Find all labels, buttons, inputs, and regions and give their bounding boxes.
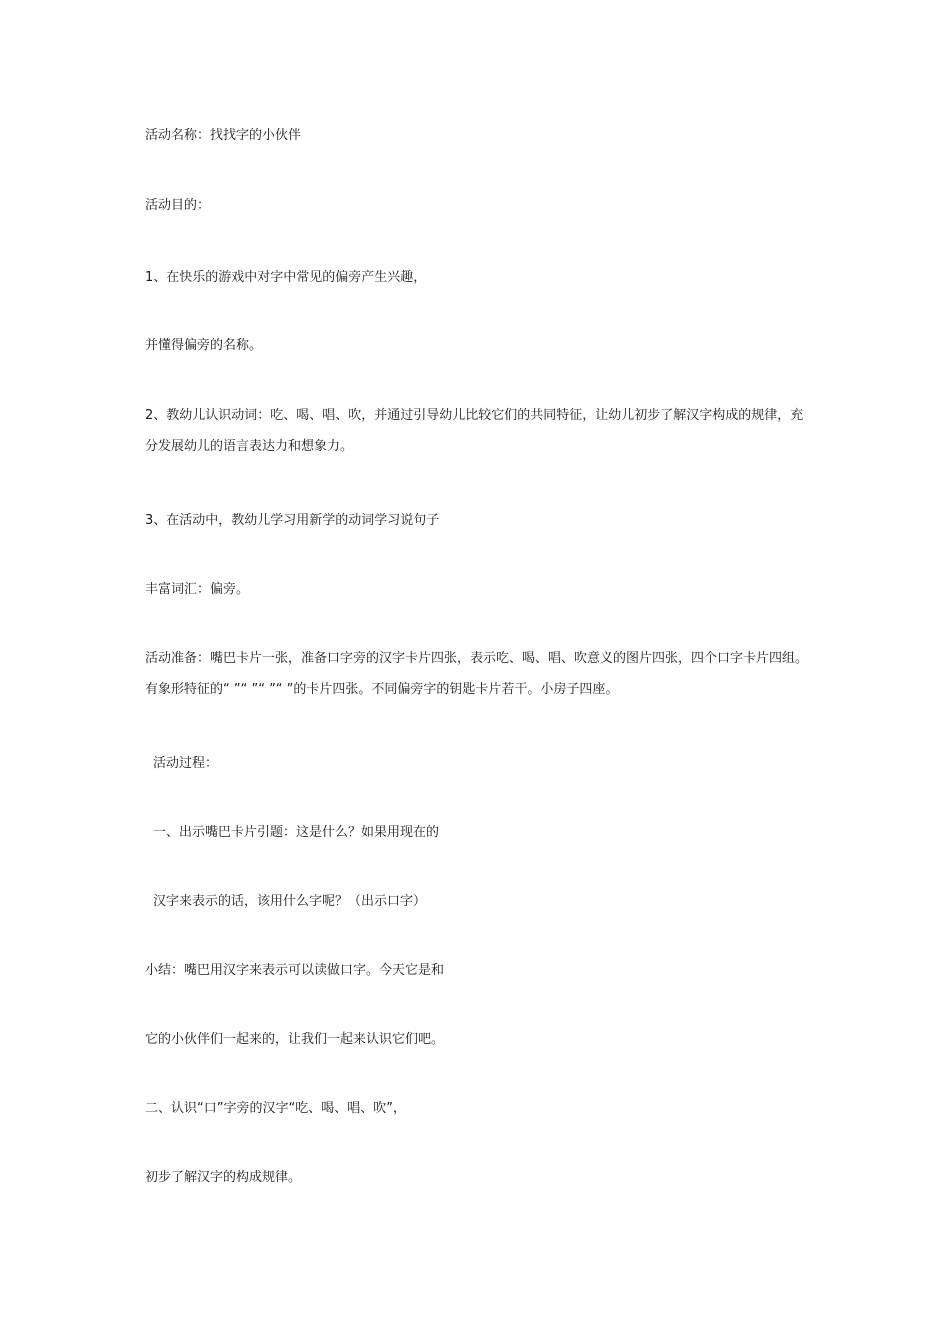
step-1-line2: 汉字来表示的话，该用什么字呢？（出示口字） <box>153 894 427 909</box>
step-1-line1: 一、出示嘴巴卡片引题：这是什么？如果用现在的 <box>153 825 440 840</box>
summary-line2: 它的小伙伴们一起来的，让我们一起来认识它们吧。 <box>145 1032 445 1047</box>
step-2-line2: 初步了解汉字的构成规律。 <box>145 1170 302 1185</box>
activity-name: 活动名称：找找字的小伙伴 <box>145 128 302 143</box>
goals-heading: 活动目的： <box>145 198 211 213</box>
process-heading: 活动过程： <box>153 756 219 771</box>
summary-line1: 小结：嘴巴用汉字来表示可以读做口字。今天它是和 <box>145 963 445 978</box>
goal-1-line2: 并懂得偏旁的名称。 <box>145 338 263 353</box>
goal-2: 2、教幼儿认识动词：吃、喝、唱、吹，并通过引导幼儿比较它们的共同特征，让幼儿初步了解汉字构成的规律，充分发展幼儿的语言表达力和想象力。 <box>145 408 804 454</box>
preparation: 活动准备：嘴巴卡片一张，准备口字旁的汉字卡片四张，表示吃、喝、唱、吹意义的图片四张，四个口字卡片四组。有象形特征的“ ”“ ”“ ”“ ”的卡片四张。不同偏旁字的钥匙卡片若干。小房子四座。 <box>145 651 809 697</box>
step-2-line1: 二、认识“口”字旁的汉字“吃、喝、唱、吹”， <box>145 1101 406 1116</box>
goal-1-line1: 1、在快乐的游戏中对字中常见的偏旁产生兴趣， <box>145 270 427 285</box>
vocabulary: 丰富词汇：偏旁。 <box>145 582 250 597</box>
goal-3: 3、在活动中，教幼儿学习用新学的动词学习说句子 <box>145 513 440 528</box>
